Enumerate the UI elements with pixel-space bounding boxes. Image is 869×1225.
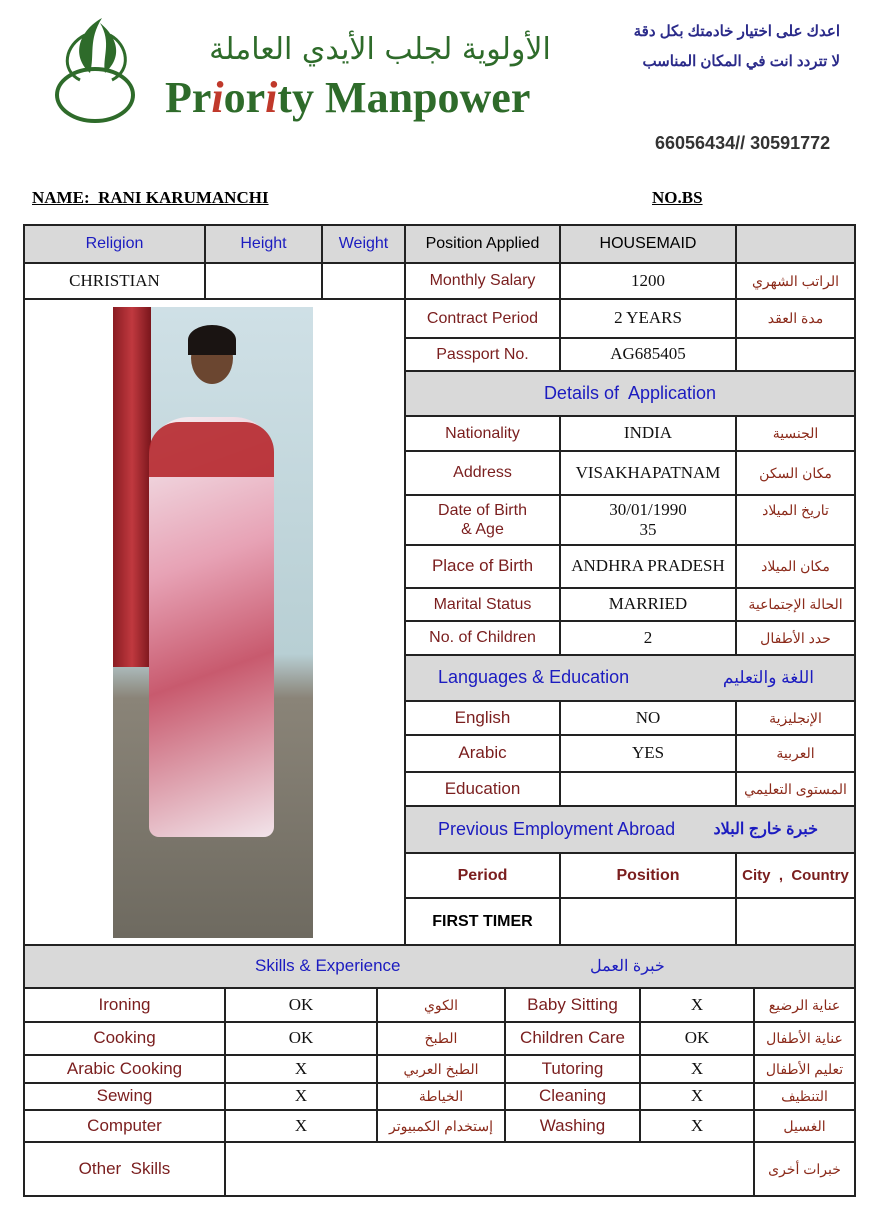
skill-value: OK	[641, 1023, 755, 1056]
passport-value: AG685405	[561, 339, 737, 372]
english-label: English	[406, 702, 561, 736]
english-value: NO	[561, 702, 737, 736]
city-country-column-header: City , Country	[737, 854, 856, 899]
arabic-label: Arabic	[406, 736, 561, 773]
skill-label: Cooking	[25, 1023, 226, 1056]
skill-value: OK	[226, 989, 378, 1023]
skills-title-arabic: خبرة العمل	[590, 957, 665, 975]
place-of-birth-value: ANDHRA PRADESH	[561, 546, 737, 589]
skill-arabic: إستخدام الكمبيوتر	[378, 1111, 506, 1143]
monthly-salary-value: 1200	[561, 264, 737, 300]
skill-value: X	[641, 1056, 755, 1084]
skill-value: OK	[226, 1023, 378, 1056]
skill-arabic: الخياطة	[378, 1084, 506, 1111]
employment-position	[561, 899, 737, 946]
position-applied-value: HOUSEMAID	[561, 226, 737, 264]
address-value: VISAKHAPATNAM	[561, 452, 737, 496]
logo-accent: i	[265, 73, 278, 122]
other-skills-value	[226, 1143, 755, 1197]
arabic-arabic: العربية	[737, 736, 856, 773]
passport-arabic	[737, 339, 856, 372]
employment-period: FIRST TIMER	[406, 899, 561, 946]
skill-arabic: الغسيل	[755, 1111, 856, 1143]
position-applied-label: Position Applied	[406, 226, 561, 264]
address-arabic: مكان السكن	[737, 452, 856, 496]
employment-city	[737, 899, 856, 946]
skill-value: X	[226, 1084, 378, 1111]
skill-arabic: الطبخ	[378, 1023, 506, 1056]
logo-english	[165, 74, 530, 122]
reference-number: NO.BS	[652, 188, 703, 207]
candidate-photo	[113, 307, 313, 938]
education-label: Education	[406, 773, 561, 807]
skill-label: Baby Sitting	[506, 989, 641, 1023]
weight-value	[323, 264, 406, 300]
skill-arabic: التنظيف	[755, 1084, 856, 1111]
dob-date: 30/01/1990	[609, 499, 687, 519]
languages-title: Languages & Education	[438, 667, 630, 688]
other-skills-label: Other Skills	[25, 1143, 226, 1197]
skill-arabic: عناية الأطفال	[755, 1023, 856, 1056]
dob-label-line2: & Age	[461, 521, 504, 538]
position-column-header: Position	[561, 854, 737, 899]
languages-title-arabic: اللغة والتعليم	[722, 667, 814, 687]
logo-mark	[50, 15, 145, 127]
skill-label: Children Care	[506, 1023, 641, 1056]
english-arabic: الإنجليزية	[737, 702, 856, 736]
candidate-name: NAME: RANI KARUMANCHI	[32, 188, 269, 207]
skill-label: Cleaning	[506, 1084, 641, 1111]
nationality-label: Nationality	[406, 417, 561, 452]
height-header: Height	[206, 226, 323, 264]
skills-title: Skills & Experience	[255, 956, 401, 976]
skill-value: X	[226, 1111, 378, 1143]
logo-text: or	[223, 73, 266, 122]
place-of-birth-arabic: مكان الميلاد	[737, 546, 856, 589]
children-arabic: حدد الأطفال	[737, 622, 856, 656]
dob-label-line1: Date of Birth	[438, 501, 527, 519]
religion-value: CHRISTIAN	[25, 264, 206, 300]
age-value: 35	[639, 520, 657, 539]
education-arabic: المستوى التعليمي	[737, 773, 856, 807]
skill-arabic: تعليم الأطفال	[755, 1056, 856, 1084]
skills-section-header	[25, 946, 856, 989]
height-value	[206, 264, 323, 300]
address-label: Address	[406, 452, 561, 496]
photo-cell	[25, 300, 406, 946]
arabic-value: YES	[561, 736, 737, 773]
children-value: 2	[561, 622, 737, 656]
education-value	[561, 773, 737, 807]
religion-header: Religion	[25, 226, 206, 264]
marital-status-value: MARRIED	[561, 589, 737, 622]
employment-title-arabic: خبرة خارج البلاد	[713, 820, 818, 838]
logo-arabic: الأولوية لجلب الأيدي العاملة	[209, 32, 551, 67]
logo-text: ty Manpower	[277, 73, 531, 122]
details-section-header: Details of Application	[406, 372, 856, 417]
skill-label: Computer	[25, 1111, 226, 1143]
logo-text: Pr	[165, 73, 212, 122]
skill-label: Ironing	[25, 989, 226, 1023]
contract-period-value: 2 YEARS	[561, 300, 737, 339]
languages-section-header	[406, 656, 856, 702]
nationality-arabic: الجنسية	[737, 417, 856, 452]
place-of-birth-label: Place of Birth	[406, 546, 561, 589]
dob-value	[561, 496, 737, 546]
skill-label: Arabic Cooking	[25, 1056, 226, 1084]
skill-value: X	[641, 989, 755, 1023]
monthly-salary-arabic: الراتب الشهري	[737, 264, 856, 300]
children-label: No. of Children	[406, 622, 561, 656]
slogan-line-1: اعدك على اختيار خادمتك بكل دقة	[633, 23, 840, 40]
employment-section-header	[406, 807, 856, 854]
period-column-header: Period	[406, 854, 561, 899]
skill-label: Washing	[506, 1111, 641, 1143]
marital-status-label: Marital Status	[406, 589, 561, 622]
contract-period-label: Contract Period	[406, 300, 561, 339]
contract-period-arabic: مدة العقد	[737, 300, 856, 339]
skill-value: X	[226, 1056, 378, 1084]
monthly-salary-label: Monthly Salary	[406, 264, 561, 300]
skill-value: X	[641, 1111, 755, 1143]
dob-arabic: تاريخ الميلاد	[737, 496, 856, 546]
position-applied-arabic	[737, 226, 856, 264]
employment-title: Previous Employment Abroad	[438, 818, 676, 839]
weight-header: Weight	[323, 226, 406, 264]
phone-numbers: 66056434// 30591772	[655, 133, 831, 153]
dob-label	[406, 496, 561, 546]
passport-label: Passport No.	[406, 339, 561, 372]
slogan-line-2: لا تتردد انت في المكان المناسب	[642, 53, 840, 70]
skill-value: X	[641, 1084, 755, 1111]
skill-label: Sewing	[25, 1084, 226, 1111]
skill-arabic: عناية الرضيع	[755, 989, 856, 1023]
skill-arabic: الكوي	[378, 989, 506, 1023]
nationality-value: INDIA	[561, 417, 737, 452]
other-skills-arabic: خبرات أخرى	[755, 1143, 856, 1197]
skill-label: Tutoring	[506, 1056, 641, 1084]
marital-status-arabic: الحالة الإجتماعية	[737, 589, 856, 622]
logo-accent: i	[211, 73, 224, 122]
skill-arabic: الطبخ العربي	[378, 1056, 506, 1084]
